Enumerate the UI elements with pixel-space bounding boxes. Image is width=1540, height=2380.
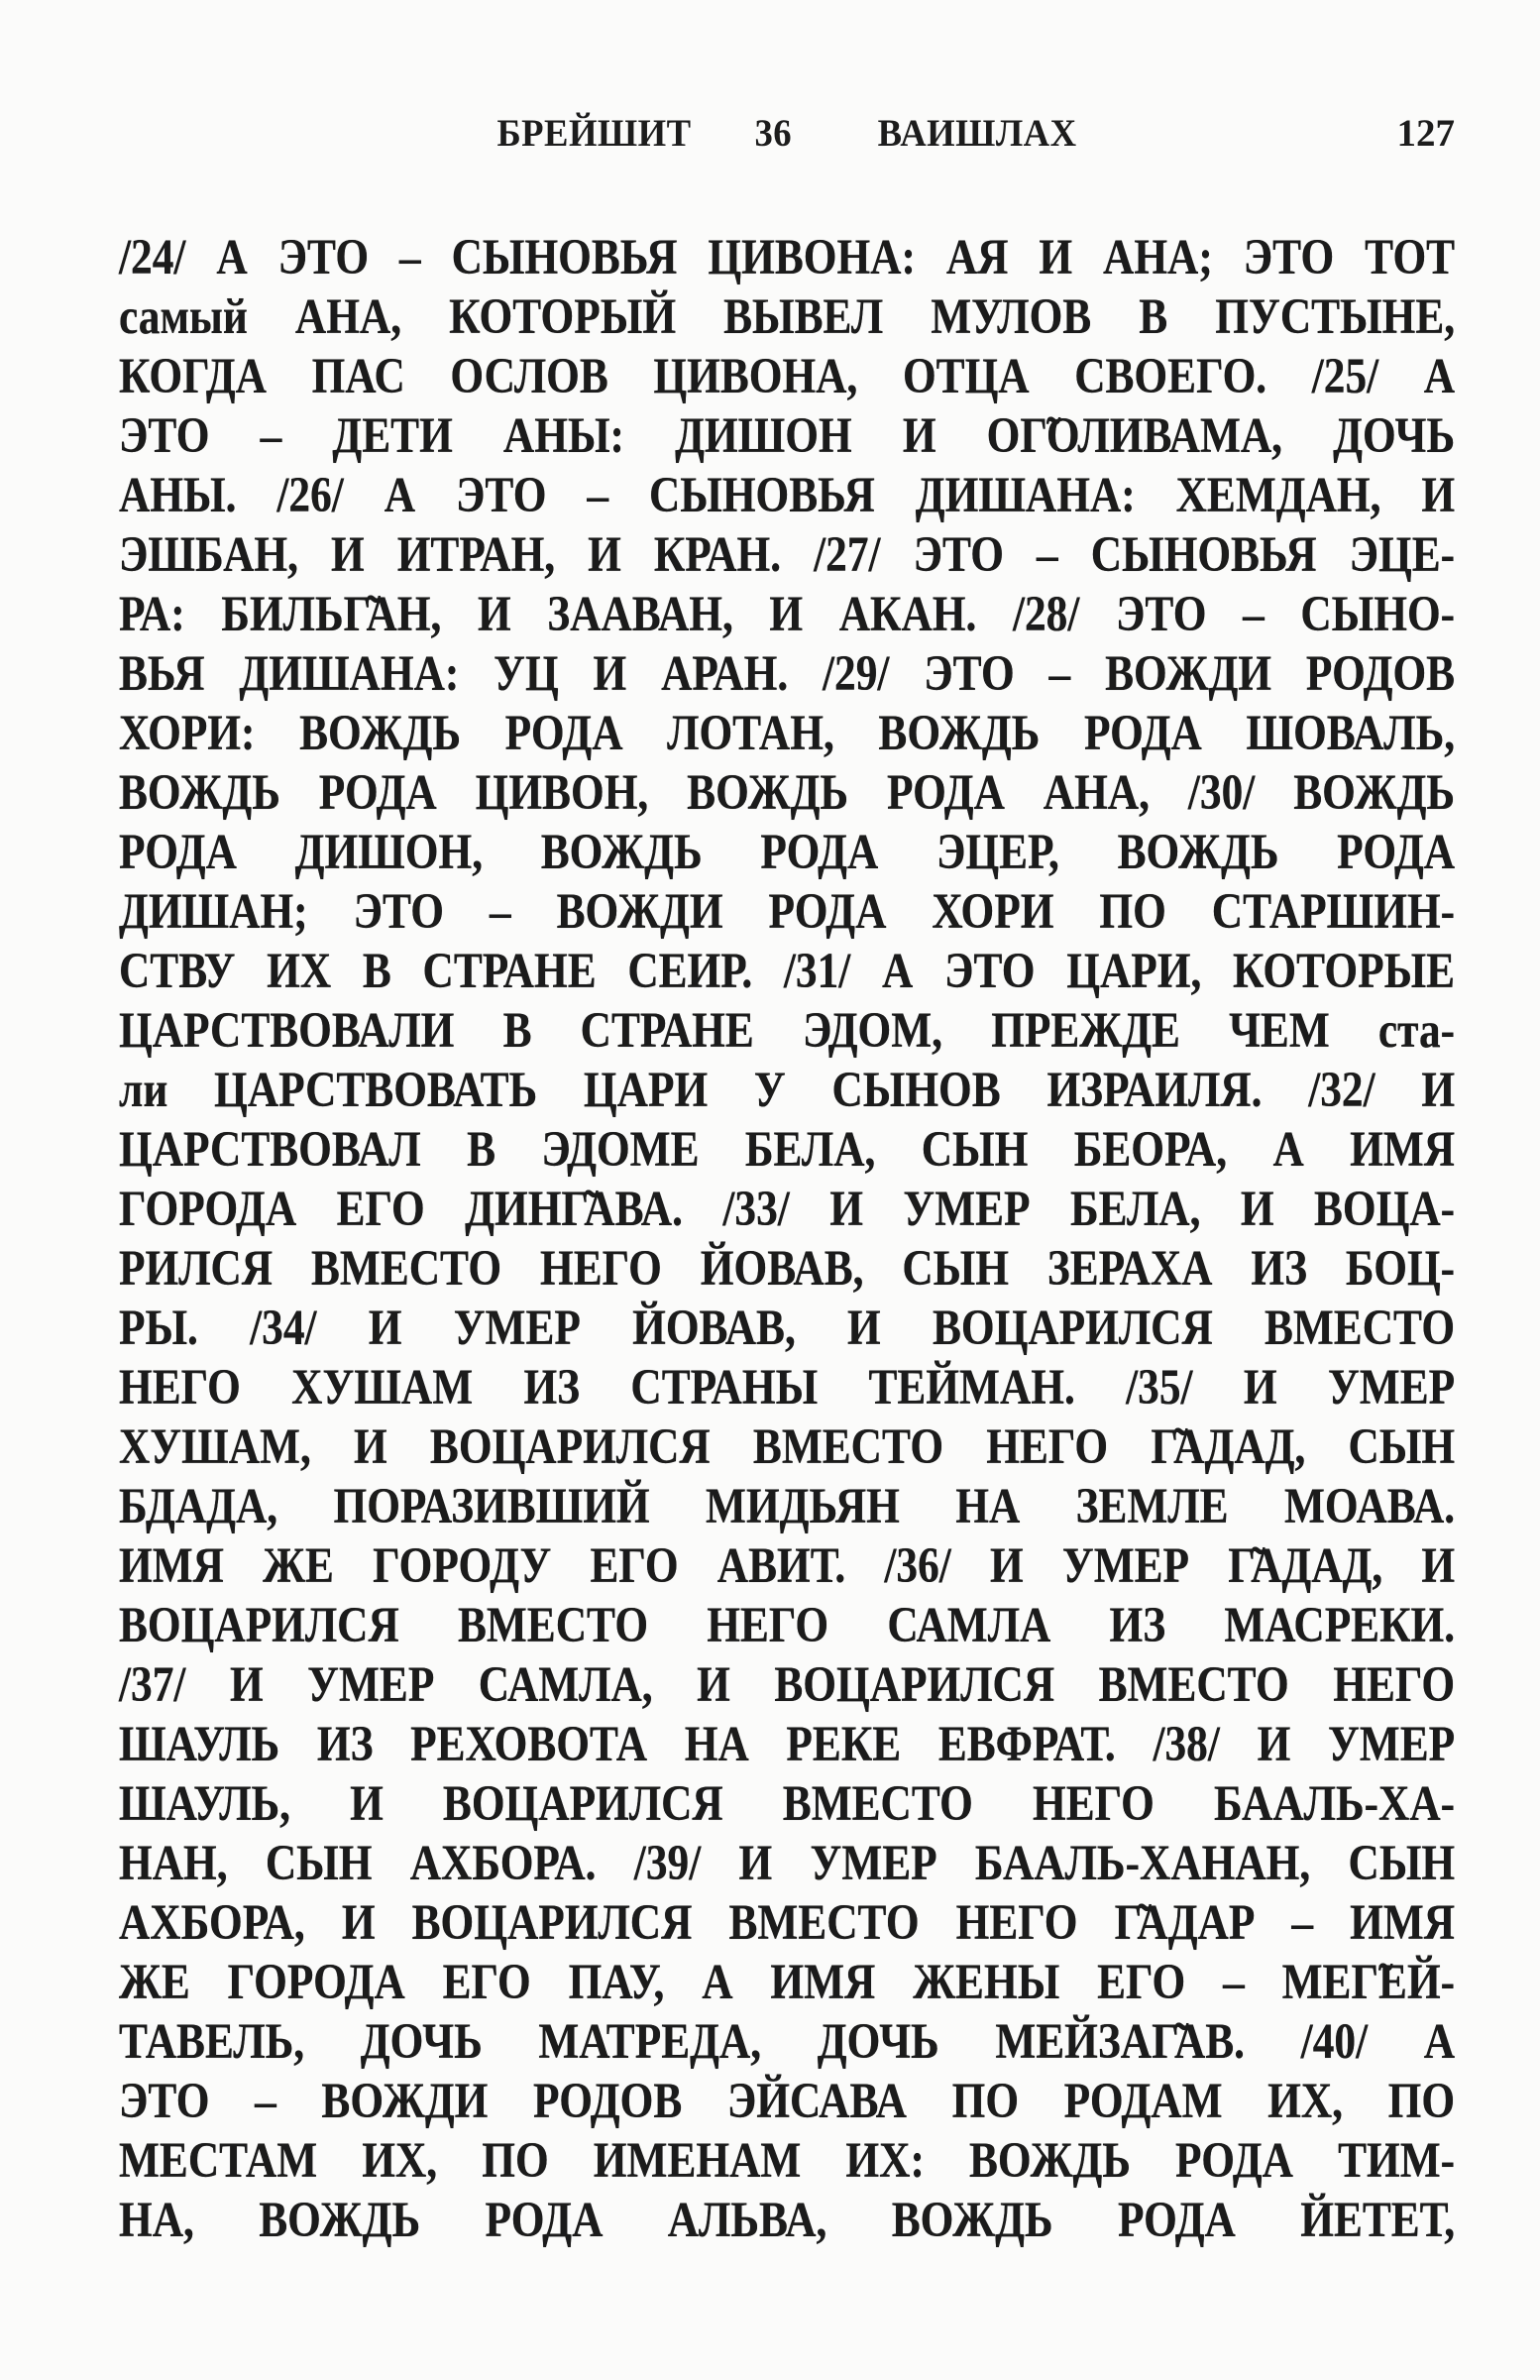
text-line: НА, ВОЖДЬ РОДА АЛЬВА, ВОЖДЬ РОДА ЙЕТЕТ, xyxy=(119,2193,1456,2248)
text-line: ЖЕ ГОРОДА ЕГО ПАУ, А ИМЯ ЖЕНЫ ЕГО – МЕГ̃ЕЙ- xyxy=(119,1955,1456,2010)
text-line: ИМЯ ЖЕ ГОРОДУ ЕГО АВИТ. /36/ И УМЕР Г̃АДАД, И xyxy=(119,1538,1456,1594)
page-number: 127 xyxy=(1396,112,1455,155)
text-line: НЕГО ХУШАМ ИЗ СТРАНЫ ТЕЙМАН. /35/ И УМЕР xyxy=(119,1360,1456,1416)
text-line: РИЛСЯ ВМЕСТО НЕГО ЙОВАВ, СЫН ЗЕРАХА ИЗ БОЦ- xyxy=(119,1241,1456,1297)
text-line: самый АНА, КОТОРЫЙ ВЫВЕЛ МУЛОВ В ПУСТЫНЕ, xyxy=(119,289,1456,345)
text-line: ШАУЛЬ, И ВОЦАРИЛСЯ ВМЕСТО НЕГО БААЛЬ-ХА- xyxy=(119,1776,1456,1832)
text-line: ЭТО – ВОЖДИ РОДОВ ЭЙСАВА ПО РОДАМ ИХ, ПО xyxy=(119,2074,1456,2129)
text-line: КОГДА ПАС ОСЛОВ ЦИВОНА, ОТЦА СВОЕГО. /25/ А xyxy=(119,349,1456,404)
text-line: МЕСТАМ ИХ, ПО ИМЕНАМ ИХ: ВОЖДЬ РОДА ТИМ- xyxy=(119,2133,1456,2189)
text-line: РОДА ДИШОН, ВОЖДЬ РОДА ЭЦЕР, ВОЖДЬ РОДА xyxy=(119,825,1456,880)
text-line: НАН, СЫН АХБОРА. /39/ И УМЕР БААЛЬ-ХАНАН, СЫН xyxy=(119,1836,1456,1891)
book-title: БРЕЙШИТ xyxy=(496,112,692,155)
text-line: /37/ И УМЕР САМЛА, И ВОЦАРИЛСЯ ВМЕСТО НЕГО xyxy=(119,1657,1456,1713)
text-line: ВЬЯ ДИШАНА: УЦ И АРАН. /29/ ЭТО – ВОЖДИ РОДОВ xyxy=(119,646,1456,702)
text-line: ли ЦАРСТВОВАТЬ ЦАРИ У СЫНОВ ИЗРАИЛЯ. /32/ И xyxy=(119,1063,1456,1118)
text-line: ДИШАН; ЭТО – ВОЖДИ РОДА ХОРИ ПО СТАРШИН- xyxy=(119,884,1456,940)
text-line: ЭТО – ДЕТИ АНЫ: ДИШОН И ОГ̃ОЛИВАМА, ДОЧЬ xyxy=(119,408,1456,464)
text-line: ВОЦАРИЛСЯ ВМЕСТО НЕГО САМЛА ИЗ МАСРЕКИ. xyxy=(119,1598,1456,1653)
text-line: АХБОРА, И ВОЦАРИЛСЯ ВМЕСТО НЕГО Г̃АДАР – ИМЯ xyxy=(119,1895,1456,1951)
text-line: АНЫ. /26/ А ЭТО – СЫНОВЬЯ ДИШАНА: ХЕМДАН, И xyxy=(119,468,1456,523)
chapter-number: 36 xyxy=(754,112,793,155)
text-line: ВОЖДЬ РОДА ЦИВОН, ВОЖДЬ РОДА АНА, /30/ ВОЖДЬ xyxy=(119,765,1456,821)
page-header xyxy=(119,111,1455,161)
text-line: РА: БИЛЬГ̃АН, И ЗААВАН, И АКАН. /28/ ЭТО – СЫНО- xyxy=(119,587,1456,642)
text-line: ГОРОДА ЕГО ДИНГ̃АВА. /33/ И УМЕР БЕЛА, И ВОЦА- xyxy=(119,1182,1456,1237)
text-block xyxy=(119,228,1455,2250)
parsha-name: ВАИШЛАХ xyxy=(877,112,1077,155)
running-head-titles xyxy=(159,111,1414,157)
text-line: БДАДА, ПОРАЗИВШИЙ МИДЬЯН НА ЗЕМЛЕ МОАВА. xyxy=(119,1479,1456,1534)
text-line: СТВУ ИХ В СТРАНЕ СЕИР. /31/ А ЭТО ЦАРИ, КОТОРЫЕ xyxy=(119,944,1456,999)
text-line: /24/ А ЭТО – СЫНОВЬЯ ЦИВОНА: АЯ И АНА; ЭТО ТОТ xyxy=(119,230,1456,285)
text-line: ЦАРСТВОВАЛ В ЭДОМЕ БЕЛА, СЫН БЕОРА, А ИМЯ xyxy=(119,1122,1456,1178)
text-line: РЫ. /34/ И УМЕР ЙОВАВ, И ВОЦАРИЛСЯ ВМЕСТО xyxy=(119,1301,1456,1356)
text-line: ЦАРСТВОВАЛИ В СТРАНЕ ЭДОМ, ПРЕЖДЕ ЧЕМ ста- xyxy=(119,1003,1456,1059)
text-line: ХУШАМ, И ВОЦАРИЛСЯ ВМЕСТО НЕГО Г̃АДАД, СЫН xyxy=(119,1419,1456,1475)
text-line: ХОРИ: ВОЖДЬ РОДА ЛОТАН, ВОЖДЬ РОДА ШОВАЛЬ, xyxy=(119,706,1456,761)
text-line: ТАВЕЛЬ, ДОЧЬ МАТРЕДА, ДОЧЬ МЕЙЗАГ̃АВ. /40/ А xyxy=(119,2014,1456,2070)
text-line: ЭШБАН, И ИТРАН, И КРАН. /27/ ЭТО – СЫНОВЬЯ ЭЦЕ- xyxy=(119,527,1456,583)
text-line: ШАУЛЬ ИЗ РЕХОВОТА НА РЕКЕ ЕВФРАТ. /38/ И УМЕР xyxy=(119,1717,1456,1772)
